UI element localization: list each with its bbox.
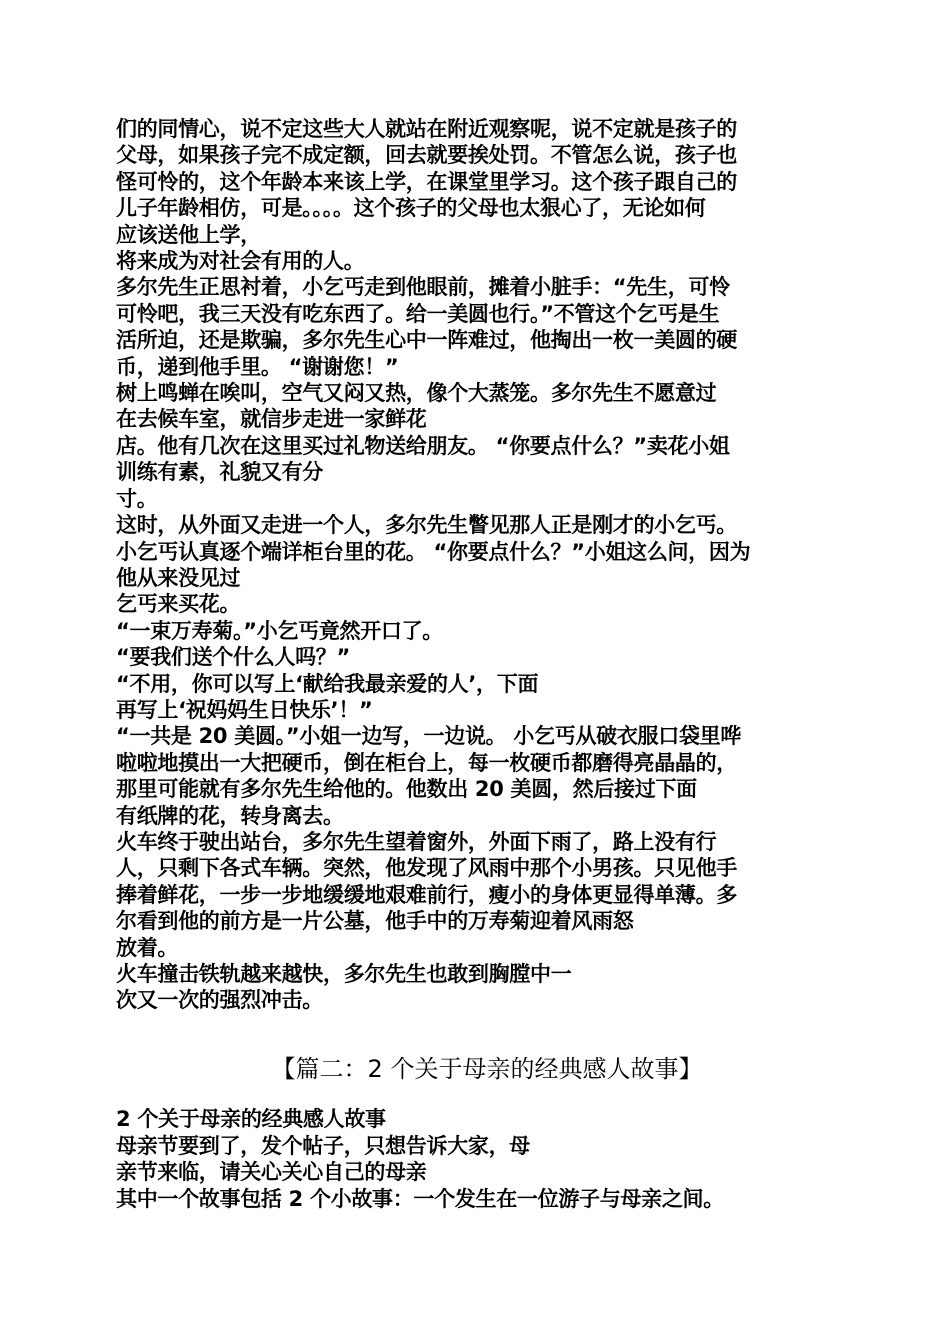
text-line: 多尔先生正思衬着，小乞丐走到他眼前，摊着小脏手：“先生，可怜 [116, 275, 730, 300]
text-line: 币，递到他手里。 “谢谢您！” [116, 354, 399, 379]
text-line: 们的同情心，说不定这些大人就站在附近观察呢，说不定就是孩子的 [116, 117, 737, 141]
text-line: 应该送他上学， [116, 222, 261, 247]
text-line: “一束万寿菊。”小乞丐竟然开口了。 [116, 618, 444, 643]
text-line: 有纸牌的花，转身离去。 [116, 803, 344, 828]
story-body-part2 [116, 1106, 840, 1212]
text-line: 怪可怜的，这个年龄本来该上学，在课堂里学习。这个孩子跟自己的 [116, 169, 737, 194]
text-line: 儿子年龄相仿，可是。。。。这个孩子的父母也太狠心了，无论如何 [116, 196, 706, 221]
text-line: 将来成为对社会有用的人。 [116, 249, 365, 274]
story-body-part1 [116, 116, 840, 1014]
text-line: 店。他有几次在这里买过礼物送给朋友。 “你要点什么？”卖花小姐 [116, 433, 730, 458]
text-line: 捧着鲜花，一步一步地缓缓地艰难前行，瘦小的身体更显得单薄。多 [116, 882, 737, 907]
text-line: 火车终于驶出站台，多尔先生望着窗外，外面下雨了，路上没有行 [116, 829, 717, 854]
text-line: 他从来没见过 [116, 565, 241, 590]
text-line: 在去候车室，就信步走进一家鲜花 [116, 407, 427, 432]
text-line: 次又一次的强烈冲击。 [116, 988, 323, 1013]
text-line: “要我们送个什么人吗？” [116, 645, 351, 670]
text-line: 亲节来临，请关心关心自己的母亲 [116, 1160, 427, 1185]
text-line: 其中一个故事包括 2 个小故事：一个发生在一位游子与母亲之间。 [116, 1186, 724, 1211]
text-line: 寸。 [116, 486, 158, 511]
text-line: 这时，从外面又走进一个人，多尔先生瞥见那人正是刚才的小乞丐。 [116, 513, 737, 538]
text-line: 人，只剩下各式车辆。突然，他发现了风雨中那个小男孩。只见他手 [116, 856, 737, 881]
text-line: 火车撞击铁轨越来越快，多尔先生也敢到胸膛中一 [116, 962, 572, 986]
text-line: 训练有素，礼貌又有分 [116, 460, 323, 485]
text-line: 啦啦地摸出一大把硬币，倒在柜台上，每一枚硬币都磨得亮晶晶的， [116, 750, 737, 775]
text-line: 小乞丐认真逐个端详柜台里的花。 “你要点什么？”小姐这么问，因为 [116, 539, 751, 564]
text-line: 母亲节要到了，发个帖子，只想告诉大家，母 [116, 1133, 530, 1158]
text-line: 乞丐来买花。 [116, 592, 241, 617]
text-line: 父母，如果孩子完不成定额，回去就要挨处罚。不管怎么说，孩子也 [116, 143, 737, 168]
text-line: 树上鸣蝉在唉叫，空气又闷又热，像个大蒸笼。多尔先生不愿意过 [116, 381, 717, 406]
text-line: 可怜吧，我三天没有吃东西了。给一美圆也行。”不管这个乞丐是生 [116, 301, 720, 326]
text-line: 放着。 [116, 935, 179, 960]
text-line: “一共是 20 美圆。”小姐一边写，一边说。 小乞丐从破衣服口袋里哗 [116, 724, 742, 749]
section-heading: 【篇二：2 个关于母亲的经典感人故事】 [271, 1055, 703, 1083]
text-line: 那里可能就有多尔先生给他的。他数出 20 美圆，然后接过下面 [116, 777, 697, 802]
text-line: 活所迫，还是欺骗，多尔先生心中一阵难过，他掏出一枚一美圆的硬 [116, 328, 737, 353]
text-line: “不用，你可以写上‘献给我最亲爱的人’，下面 [116, 671, 539, 696]
text-line: 2 个关于母亲的经典感人故事 [116, 1107, 386, 1131]
text-line: 再写上‘祝妈妈生日快乐’！” [116, 697, 373, 722]
text-line: 尔看到他的前方是一片公墓，他手中的万寿菊迎着风雨怒 [116, 909, 634, 934]
